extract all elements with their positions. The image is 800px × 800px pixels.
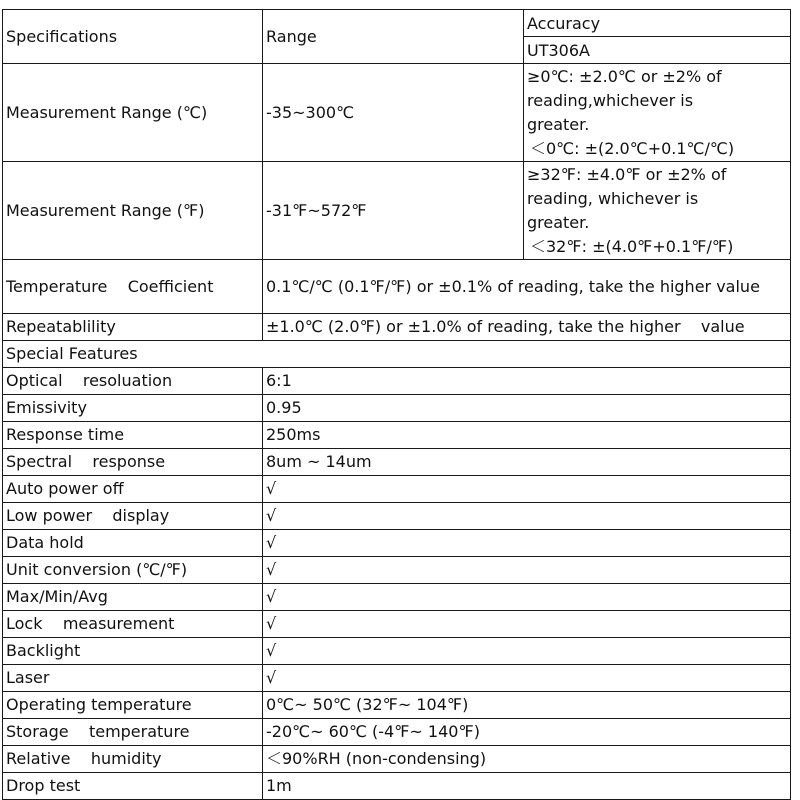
feature-row bbox=[3, 368, 791, 395]
feature-value: -20℃~ 60℃ (-4℉~ 140℉) bbox=[263, 719, 791, 746]
checkmark-icon: √ bbox=[263, 665, 791, 692]
feature-value: ＜90%RH (non-condensing) bbox=[263, 746, 791, 773]
measurement-c-row bbox=[3, 64, 791, 162]
feature-row bbox=[3, 395, 791, 422]
feature-value: 1m bbox=[263, 773, 791, 800]
measurement-f-range: -31℉~572℉ bbox=[263, 162, 524, 260]
checkmark-icon: √ bbox=[263, 503, 791, 530]
checkmark-icon: √ bbox=[263, 638, 791, 665]
feature-value: 250ms bbox=[263, 422, 791, 449]
repeatability-value: ±1.0℃ (2.0℉) or ±1.0% of reading, take the higher value bbox=[263, 314, 791, 341]
feature-label: Laser bbox=[3, 665, 263, 692]
header-model-cell: UT306A bbox=[524, 37, 791, 64]
special-features-row bbox=[3, 341, 791, 368]
feature-row bbox=[3, 449, 791, 476]
temperature-coefficient-value: 0.1℃/℃ (0.1℉/℉) or ±0.1% of reading, take the higher value bbox=[263, 260, 791, 314]
accuracy-line: greater. bbox=[527, 212, 590, 232]
temperature-coefficient-label: Temperature Coefficient bbox=[3, 260, 263, 314]
feature-value: 6:1 bbox=[263, 368, 791, 395]
feature-label: Auto power off bbox=[3, 476, 263, 503]
accuracy-line: reading, whichever is bbox=[527, 188, 699, 208]
feature-label: Low power display bbox=[3, 503, 263, 530]
measurement-f-accuracy bbox=[524, 162, 791, 260]
accuracy-line: greater. bbox=[527, 114, 590, 134]
accuracy-line: ≥0℃: ±2.0℃ or ±2% of bbox=[527, 66, 722, 86]
header-range-cell: Range bbox=[263, 10, 524, 64]
accuracy-line: ＜32℉: ±(4.0℉+0.1℉/℉) bbox=[530, 236, 734, 256]
feature-row bbox=[3, 584, 791, 611]
feature-row bbox=[3, 746, 791, 773]
feature-label: Emissivity bbox=[3, 395, 263, 422]
feature-label: Spectral response bbox=[3, 449, 263, 476]
measurement-c-range: -35~300℃ bbox=[263, 64, 524, 162]
feature-row bbox=[3, 665, 791, 692]
specifications-table bbox=[2, 9, 791, 800]
feature-label: Backlight bbox=[3, 638, 263, 665]
feature-row bbox=[3, 719, 791, 746]
checkmark-icon: √ bbox=[263, 476, 791, 503]
header-row bbox=[3, 10, 791, 37]
feature-row bbox=[3, 422, 791, 449]
feature-label: Lock measurement bbox=[3, 611, 263, 638]
accuracy-line: ≥32℉: ±4.0℉ or ±2% of bbox=[527, 164, 727, 184]
checkmark-icon: √ bbox=[263, 584, 791, 611]
feature-label: Storage temperature bbox=[3, 719, 263, 746]
feature-label: Operating temperature bbox=[3, 692, 263, 719]
feature-value: 0℃~ 50℃ (32℉~ 104℉) bbox=[263, 692, 791, 719]
checkmark-icon: √ bbox=[263, 557, 791, 584]
feature-row bbox=[3, 692, 791, 719]
header-spec-cell: Specifications bbox=[3, 10, 263, 64]
feature-label: Data hold bbox=[3, 530, 263, 557]
checkmark-icon: √ bbox=[263, 530, 791, 557]
temperature-coefficient-row bbox=[3, 260, 791, 314]
feature-label: Max/Min/Avg bbox=[3, 584, 263, 611]
feature-row bbox=[3, 503, 791, 530]
feature-label: Relative humidity bbox=[3, 746, 263, 773]
feature-row bbox=[3, 773, 791, 800]
feature-value: 8um ~ 14um bbox=[263, 449, 791, 476]
measurement-c-accuracy bbox=[524, 64, 791, 162]
special-features-heading: Special Features bbox=[3, 341, 791, 368]
feature-label: Unit conversion (℃/℉) bbox=[3, 557, 263, 584]
measurement-f-label: Measurement Range (℉) bbox=[3, 162, 263, 260]
feature-label: Optical resoluation bbox=[3, 368, 263, 395]
feature-row bbox=[3, 611, 791, 638]
header-accuracy-cell: Accuracy bbox=[524, 10, 791, 37]
feature-label: Response time bbox=[3, 422, 263, 449]
measurement-f-row bbox=[3, 162, 791, 260]
repeatability-label: Repeatablility bbox=[3, 314, 263, 341]
feature-row bbox=[3, 476, 791, 503]
measurement-c-label: Measurement Range (℃) bbox=[3, 64, 263, 162]
feature-value: 0.95 bbox=[263, 395, 791, 422]
feature-row bbox=[3, 530, 791, 557]
feature-label: Drop test bbox=[3, 773, 263, 800]
checkmark-icon: √ bbox=[263, 611, 791, 638]
feature-row bbox=[3, 638, 791, 665]
accuracy-line: reading,whichever is bbox=[527, 90, 694, 110]
accuracy-line: ＜0℃: ±(2.0℃+0.1℃/℃) bbox=[530, 138, 735, 158]
repeatability-row bbox=[3, 314, 791, 341]
feature-row bbox=[3, 557, 791, 584]
